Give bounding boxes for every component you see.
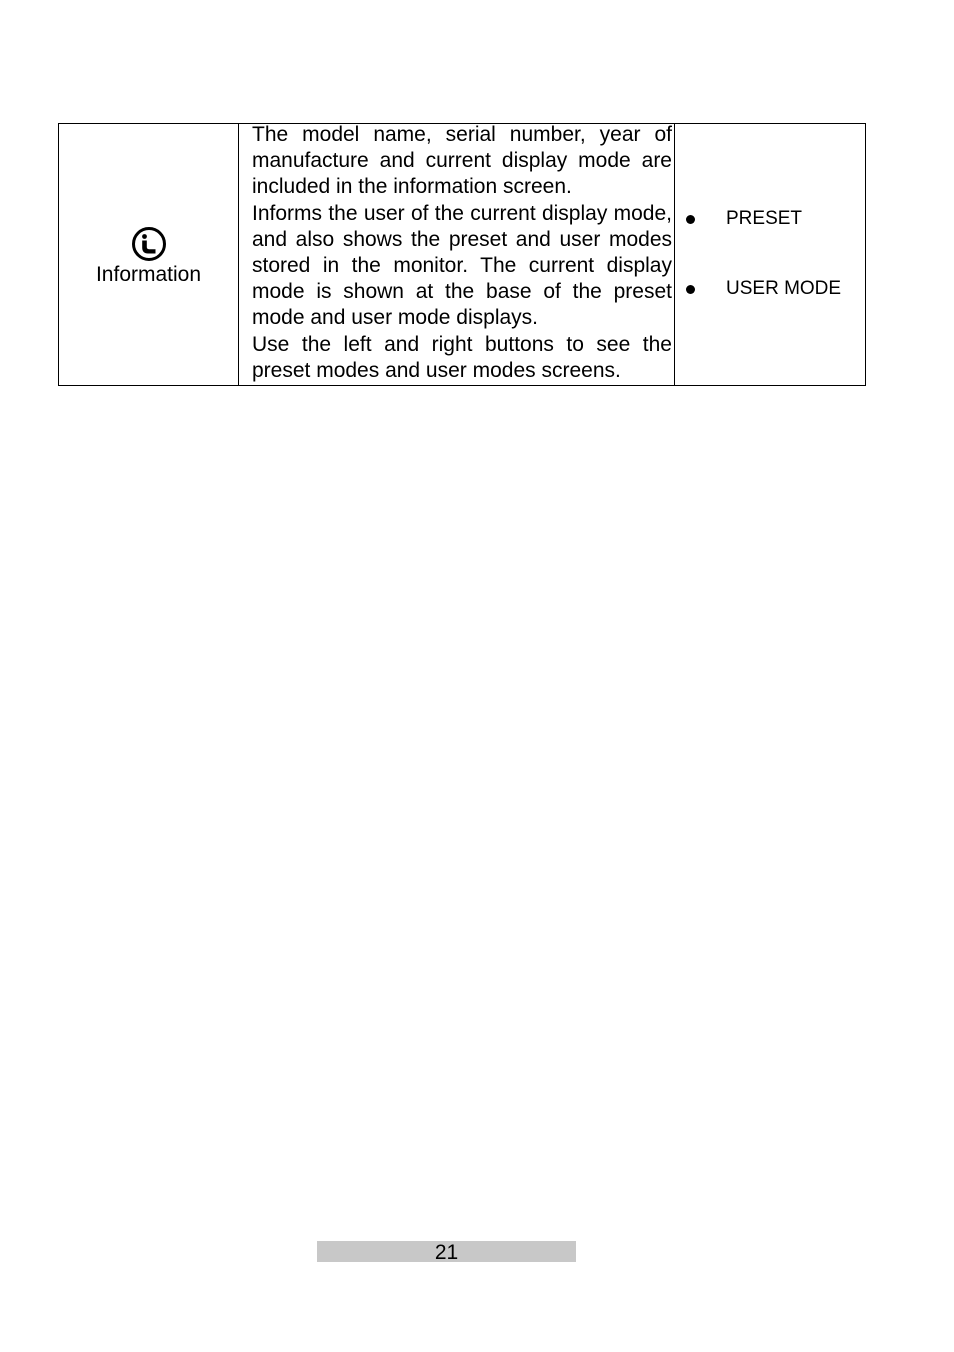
item-name-label: Information xyxy=(95,263,202,286)
information-table xyxy=(58,123,866,386)
bullet-icon xyxy=(686,285,695,294)
item-name-cell xyxy=(59,124,239,386)
information-icon xyxy=(131,226,167,262)
option-label: PRESET xyxy=(726,208,803,229)
description-paragraph: Use the left and right buttons to see the preset modes and user modes screens. xyxy=(252,332,672,382)
page-number: 21 xyxy=(317,1241,576,1262)
item-description-cell xyxy=(239,124,675,386)
option-item-preset xyxy=(675,208,802,230)
bullet-icon xyxy=(686,215,695,224)
table-row xyxy=(59,124,866,386)
option-label: USER MODE xyxy=(726,278,842,299)
description-paragraph: Informs the user of the current display mode, and also shows the preset and user modes stored in the monitor. The current display mode is shown at the base of the preset mode and user mode displays. xyxy=(252,201,672,330)
item-options-cell xyxy=(675,124,866,386)
description-paragraph: The model name, serial number, year of manufacture and current display mode are included in the information screen. xyxy=(252,123,672,199)
option-item-user-mode xyxy=(675,278,841,300)
